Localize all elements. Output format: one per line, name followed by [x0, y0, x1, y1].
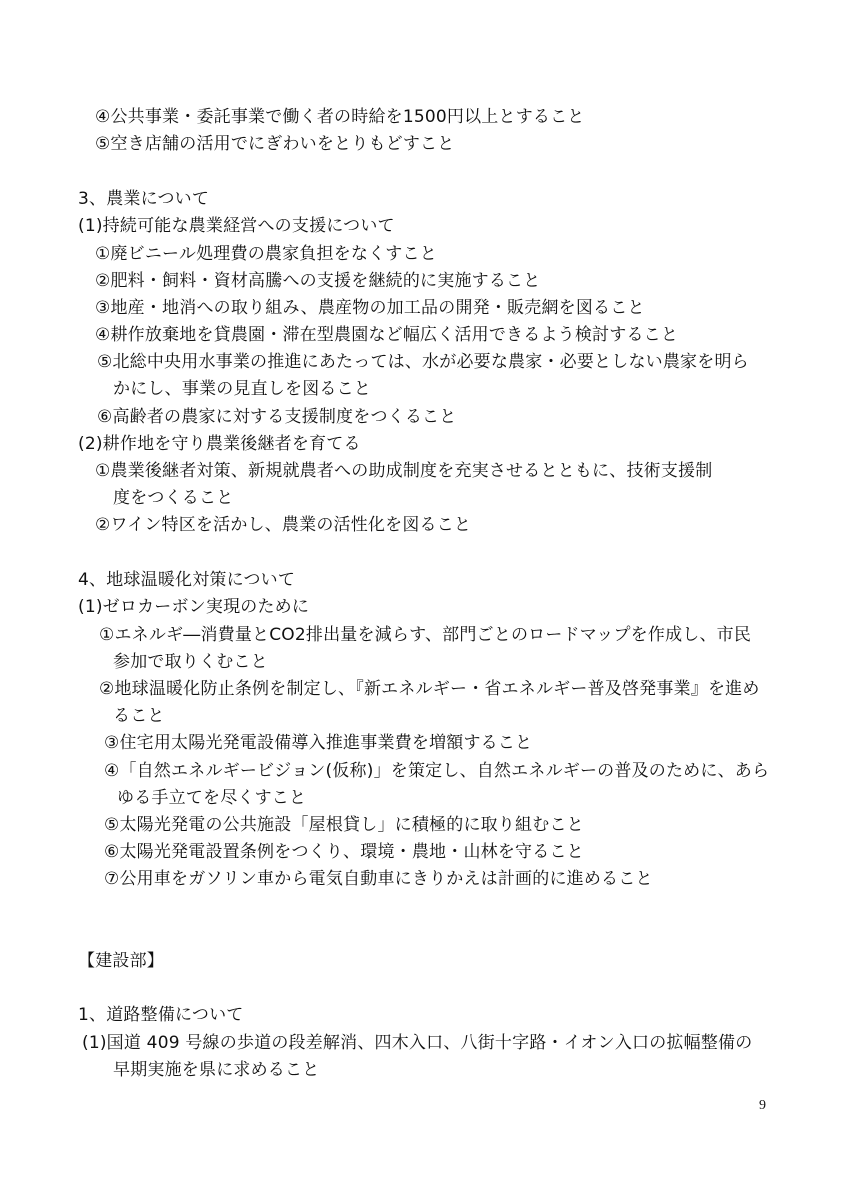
text-line: ⑤北総中央用水事業の推進にあたっては、水が必要な農家・必要としない農家を明ら — [97, 352, 749, 372]
section-heading: 1、道路整備について — [78, 1005, 244, 1025]
subsection-heading: (2)耕作地を守り農業後継者を育てる — [78, 434, 361, 454]
text-line: ること — [113, 706, 165, 726]
text-line: かにし、事業の見直しを図ること — [113, 379, 371, 399]
text-line: ゆる手立てを尽くすこと — [117, 788, 307, 808]
text-line: ④耕作放棄地を貸農園・滞在型農園など幅広く活用できるよう検討すること — [95, 325, 679, 345]
text-line: ①農業後継者対策、新規就農者への助成制度を充実させるとともに、技術支援制 — [95, 461, 713, 481]
text-line: ②ワイン特区を活かし、農業の活性化を図ること — [95, 515, 472, 535]
subsection-heading: (1)ゼロカーボン実現のために — [78, 597, 310, 617]
text-line: 早期実施を県に求めること — [113, 1060, 320, 1080]
section-heading: 3、農業について — [78, 189, 210, 209]
section-heading: 4、地球温暖化対策について — [78, 570, 296, 590]
subsection-heading: (1)持続可能な農業経営への支援について — [78, 216, 395, 236]
text-line: 度をつくること — [113, 488, 234, 508]
text-line: ⑦公用車をガソリン車から電気自動車にきりかえは計画的に進めること — [104, 869, 653, 889]
text-line: 参加で取りくむこと — [113, 652, 268, 672]
text-line: ⑤空き店舗の活用でにぎわいをとりもどすこと — [95, 134, 455, 154]
text-line: ①エネルギ―消費量とCO2排出量を減らす、部門ごとのロードマップを作成し、市民 — [99, 625, 752, 645]
text-line: ⑥太陽光発電設置条例をつくり、環境・農地・山林を守ること — [104, 842, 584, 862]
text-line: ②肥料・飼料・資材高騰への支援を継続的に実施すること — [95, 271, 541, 291]
page-number: 9 — [759, 1098, 766, 1113]
text-line: ④公共事業・委託事業で働く者の時給を1500円以上とすること — [95, 107, 585, 127]
text-line: ③住宅用太陽光発電設備導入推進事業費を増額すること — [104, 733, 533, 753]
text-line: ①廃ビニール処理費の農家負担をなくすこと — [95, 244, 437, 264]
text-line: (1)国道 409 号線の歩道の段差解消、四木入口、八街十字路・イオン入口の拡幅整備の — [82, 1033, 753, 1053]
text-line: ③地産・地消への取り組み、農産物の加工品の開発・販売網を図ること — [95, 298, 645, 318]
text-line: ②地球温暖化防止条例を制定し、『新エネルギー・省エネルギー普及啓発事業』を進め — [99, 679, 760, 699]
department-heading: 【建設部】 — [78, 951, 164, 971]
text-line: ④「自然エネルギービジョン(仮称)」を策定し、自然エネルギーの普及のために、あら — [104, 761, 770, 781]
text-line: ⑤太陽光発電の公共施設「屋根貸し」に積極的に取り組むこと — [104, 815, 584, 835]
text-line: ⑥高齢者の農家に対する支援制度をつくること — [97, 407, 457, 427]
